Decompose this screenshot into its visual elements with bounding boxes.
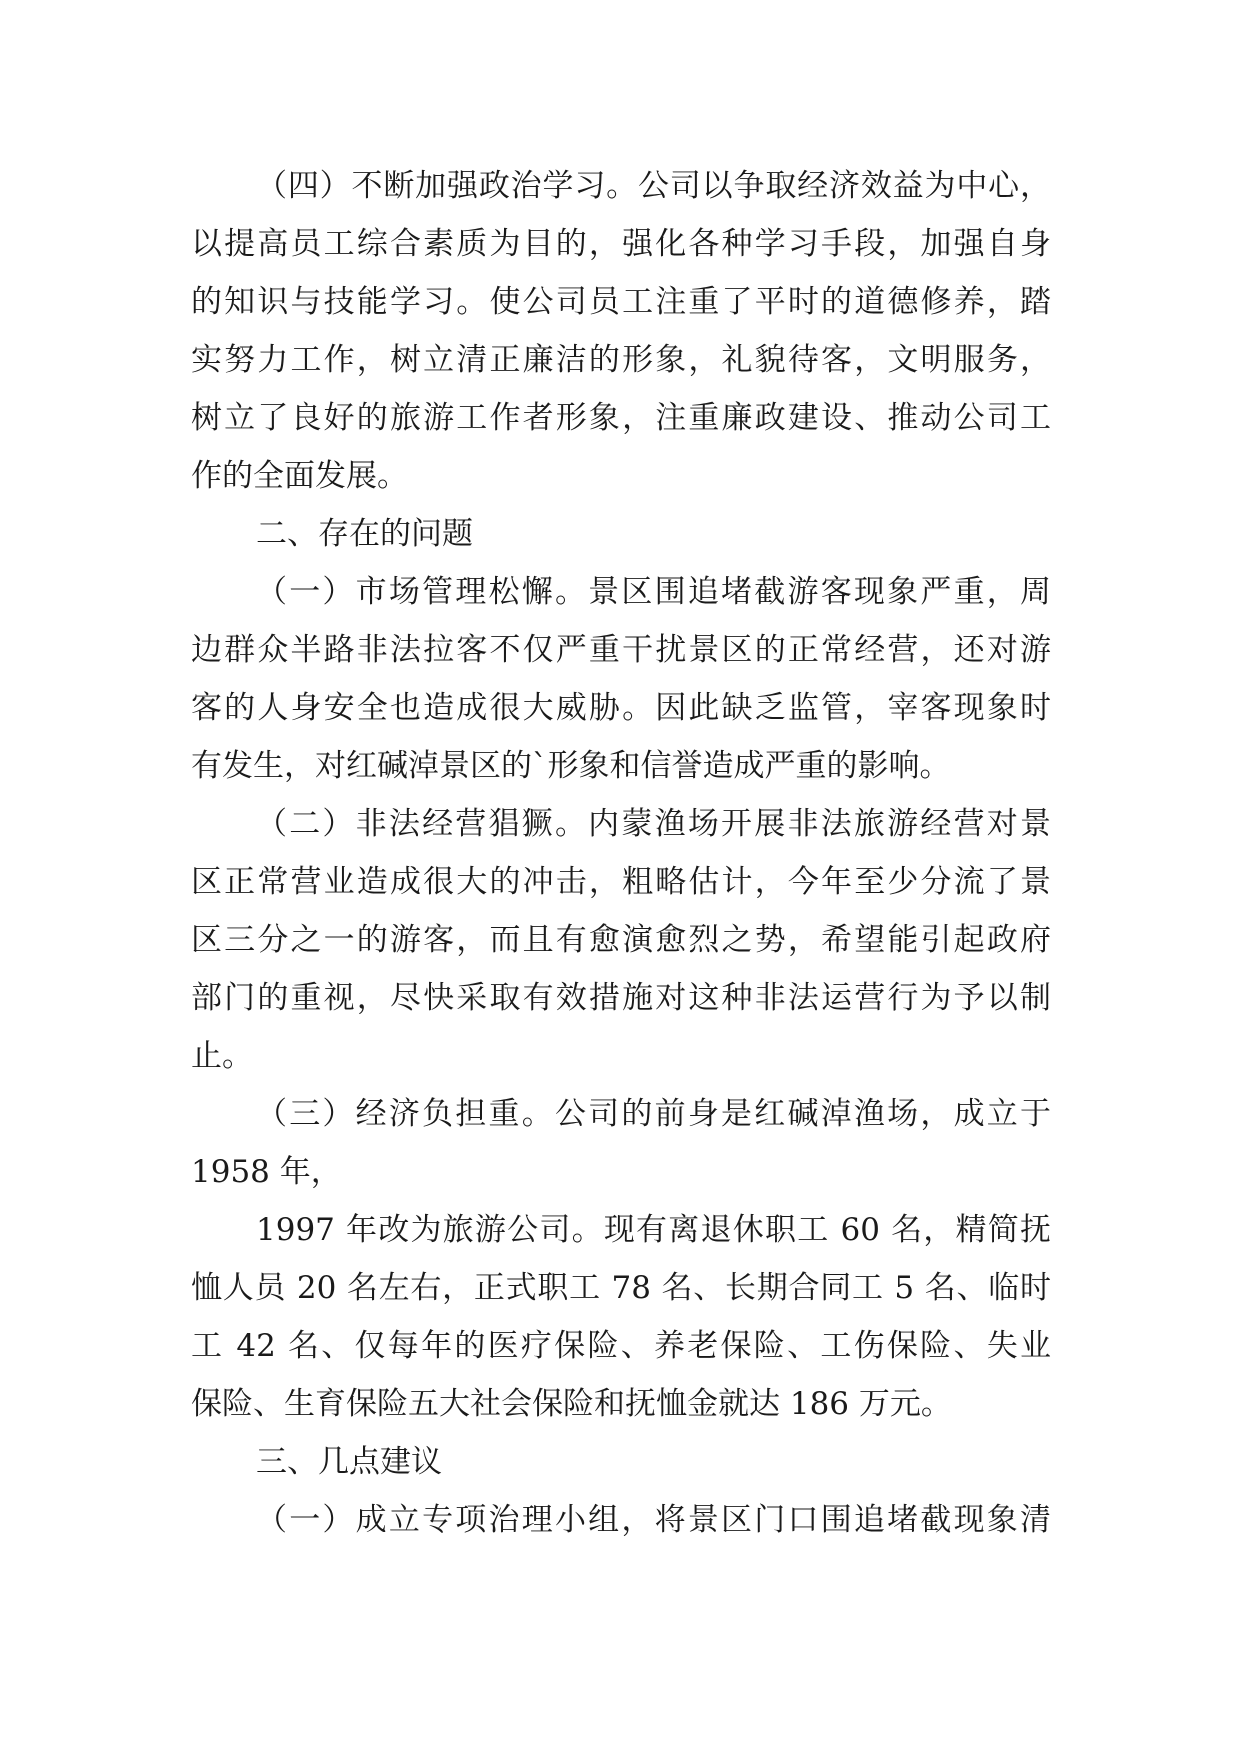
problem-2-line-1: （二）非法经营猖獗。内蒙渔场开展非法旅游经营对景 xyxy=(256,806,1051,842)
problem-2-line-5: 止。 xyxy=(191,1038,253,1074)
problem-1-line-4: 有发生，对红碱淖景区的`形象和信誉造成严重的影响。 xyxy=(191,748,951,784)
problem-3-line-1: （三）经济负担重。公司的前身是红碱淖渔场，成立于 xyxy=(256,1096,1051,1132)
problem-1-line-2: 边群众半路非法拉客不仅严重干扰景区的正常经营，还对游 xyxy=(191,632,1051,668)
problem-2-line-3: 区三分之一的游客，而且有愈演愈烈之势，希望能引起政府 xyxy=(191,922,1051,958)
paragraph-4-line-2: 以提高员工综合素质为目的，强化各种学习手段，加强自身 xyxy=(191,226,1051,262)
problem-3-line-3: 1997 年改为旅游公司。现有离退休职工 60 名，精简抚 xyxy=(256,1212,1051,1248)
paragraph-4-line-5: 树立了良好的旅游工作者形象，注重廉政建设、推动公司工 xyxy=(191,400,1051,436)
problem-3-line-2: 1958 年， xyxy=(191,1154,342,1190)
suggestion-1-line-1: （一）成立专项治理小组，将景区门口围追堵截现象清 xyxy=(256,1502,1051,1538)
section-heading-suggestions: 三、几点建议 xyxy=(256,1444,442,1480)
problem-3-line-6: 保险、生育保险五大社会保险和抚恤金就达 186 万元。 xyxy=(191,1386,952,1422)
problem-1-line-3: 客的人身安全也造成很大威胁。因此缺乏监管，宰客现象时 xyxy=(191,690,1051,726)
paragraph-4-line-6: 作的全面发展。 xyxy=(191,458,408,494)
problem-3-line-5: 工 42 名、仅每年的医疗保险、养老保险、工伤保险、失业 xyxy=(191,1328,1051,1364)
problem-1-line-1: （一）市场管理松懈。景区围追堵截游客现象严重，周 xyxy=(256,574,1051,610)
problem-2-line-2: 区正常营业造成很大的冲击，粗略估计，今年至少分流了景 xyxy=(191,864,1051,900)
paragraph-4-line-3: 的知识与技能学习。使公司员工注重了平时的道德修养，踏 xyxy=(191,284,1051,320)
paragraph-4-line-4: 实努力工作，树立清正廉洁的形象，礼貌待客，文明服务， xyxy=(191,342,1051,378)
problem-3-line-4: 恤人员 20 名左右，正式职工 78 名、长期合同工 5 名、临时 xyxy=(191,1270,1051,1306)
paragraph-4-line-1: （四）不断加强政治学习。公司以争取经济效益为中心， xyxy=(256,168,1051,204)
problem-2-line-4: 部门的重视，尽快采取有效措施对这种非法运营行为予以制 xyxy=(191,980,1051,1016)
section-heading-problems: 二、存在的问题 xyxy=(256,516,473,552)
